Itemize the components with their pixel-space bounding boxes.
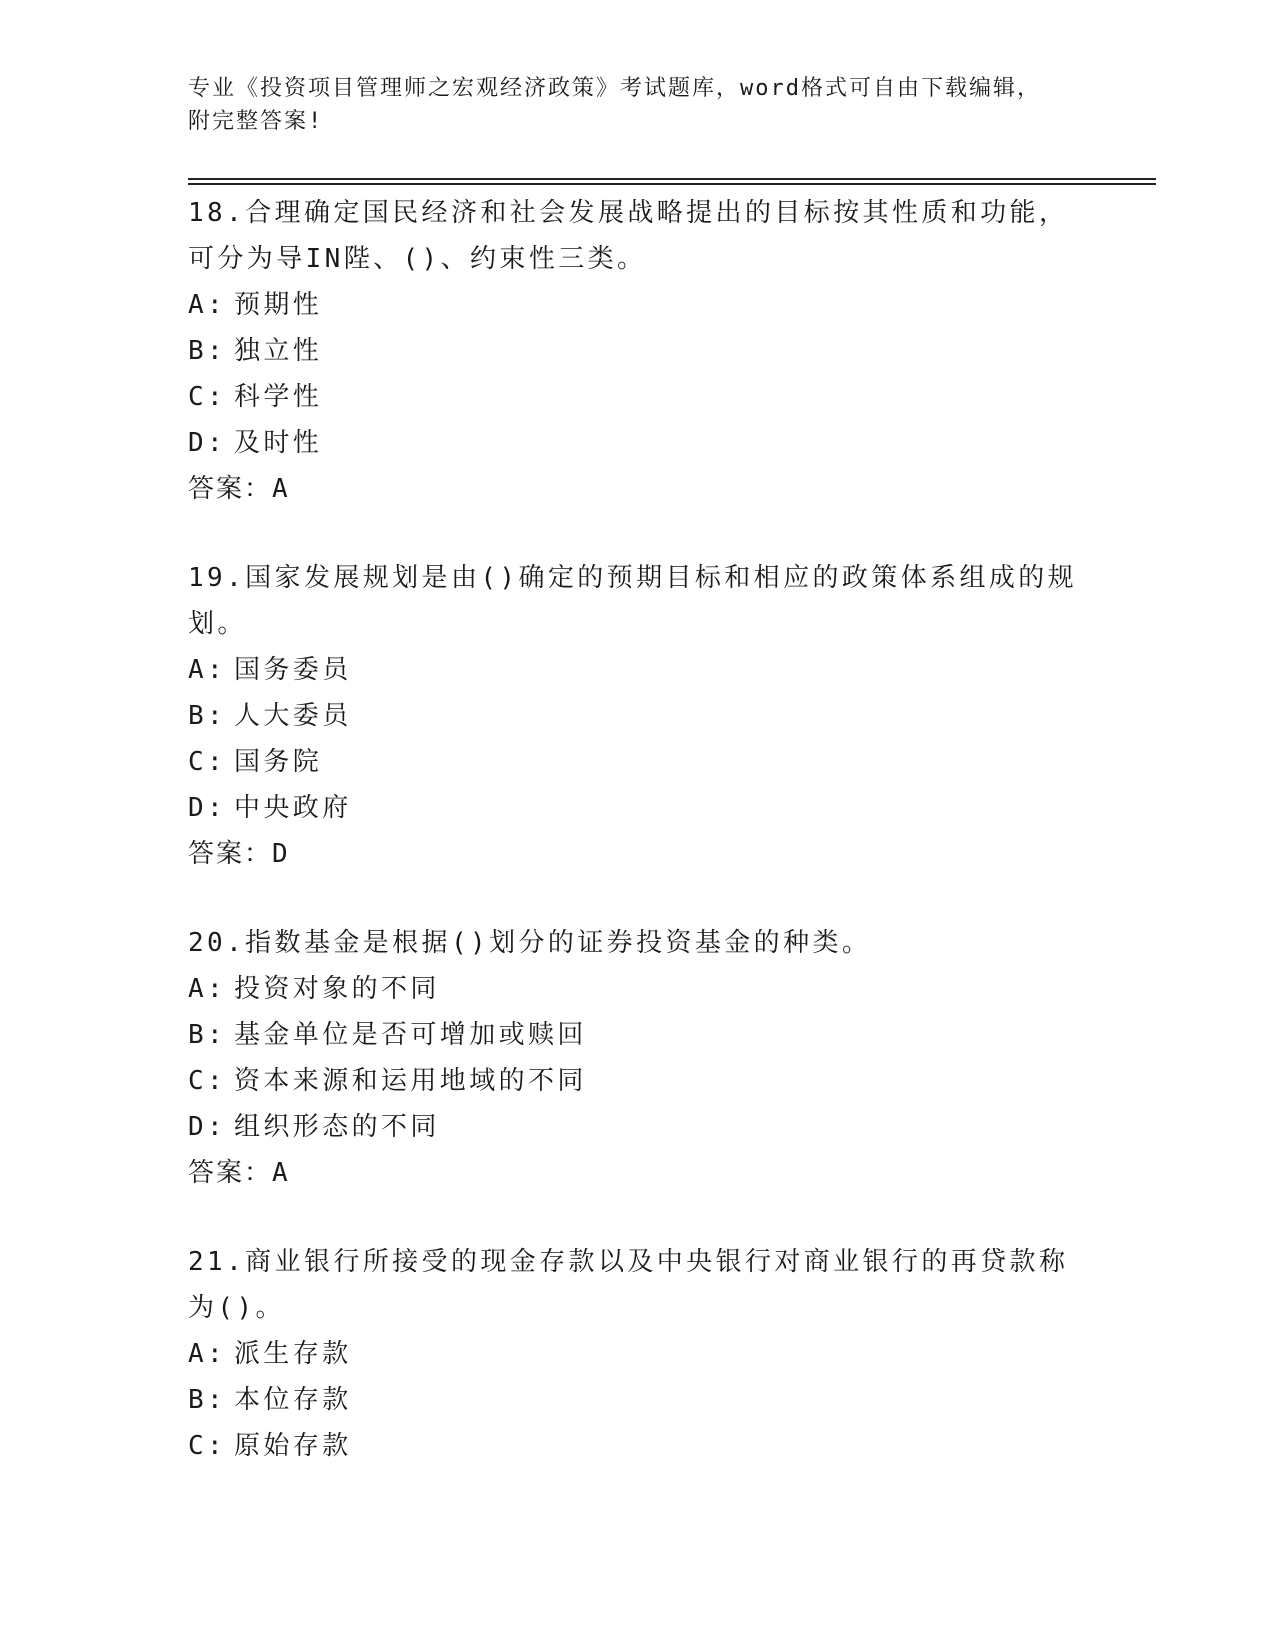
option-text: 科学性 bbox=[234, 382, 323, 412]
option-c bbox=[188, 1423, 1088, 1469]
answer-value: D bbox=[272, 839, 290, 869]
option-d bbox=[188, 1104, 1088, 1150]
option-a bbox=[188, 1331, 1088, 1377]
option-b bbox=[188, 1012, 1088, 1058]
header-divider-bottom bbox=[188, 183, 1156, 185]
question-19 bbox=[188, 555, 1088, 877]
option-letter: B: bbox=[188, 336, 227, 366]
option-letter: C: bbox=[188, 382, 227, 412]
option-letter: B: bbox=[188, 1020, 227, 1050]
question-text: 20.指数基金是根据()划分的证券投资基金的种类。 bbox=[188, 928, 872, 958]
option-letter: C: bbox=[188, 747, 227, 777]
question-text: 21.商业银行所接受的现金存款以及中央银行对商业银行的再贷款称为()。 bbox=[188, 1247, 1069, 1323]
question-text: 18.合理确定国民经济和社会发展战略提出的目标按其性质和功能，可分为导IN陛、()、约束性三类。 bbox=[188, 198, 1069, 274]
option-letter: A: bbox=[188, 655, 227, 685]
option-letter: A: bbox=[188, 1339, 227, 1369]
option-letter: A: bbox=[188, 974, 227, 1004]
answer-line bbox=[188, 466, 1088, 512]
answer-value: A bbox=[272, 1158, 290, 1188]
option-d bbox=[188, 785, 1088, 831]
answer-line bbox=[188, 831, 1088, 877]
option-letter: C: bbox=[188, 1431, 227, 1461]
question-21 bbox=[188, 1239, 1088, 1469]
header-divider-top bbox=[188, 178, 1156, 180]
question-text: 19.国家发展规划是由()确定的预期目标和相应的政策体系组成的规划。 bbox=[188, 563, 1078, 639]
option-text: 中央政府 bbox=[234, 793, 352, 823]
option-letter: A: bbox=[188, 290, 227, 320]
option-letter: B: bbox=[188, 701, 227, 731]
option-letter: D: bbox=[188, 1112, 227, 1142]
answer-label: 答案： bbox=[188, 474, 273, 504]
option-c bbox=[188, 374, 1088, 420]
option-b bbox=[188, 693, 1088, 739]
option-b bbox=[188, 1377, 1088, 1423]
option-text: 人大委员 bbox=[234, 701, 352, 731]
option-a bbox=[188, 966, 1088, 1012]
option-text: 原始存款 bbox=[234, 1431, 352, 1461]
option-c bbox=[188, 739, 1088, 785]
option-a bbox=[188, 282, 1088, 328]
question-20 bbox=[188, 920, 1088, 1196]
option-text: 资本来源和运用地域的不同 bbox=[234, 1066, 587, 1096]
question-18 bbox=[188, 190, 1088, 512]
option-text: 预期性 bbox=[234, 290, 323, 320]
option-text: 派生存款 bbox=[234, 1339, 352, 1369]
header-line-1: 专业《投资项目管理师之宏观经济政策》考试题库，word格式可自由下载编辑， bbox=[188, 76, 1041, 101]
option-text: 及时性 bbox=[234, 428, 323, 458]
option-c bbox=[188, 1058, 1088, 1104]
option-b bbox=[188, 328, 1088, 374]
document-header bbox=[188, 72, 1068, 138]
answer-label: 答案： bbox=[188, 1158, 273, 1188]
option-letter: D: bbox=[188, 793, 227, 823]
option-text: 投资对象的不同 bbox=[234, 974, 440, 1004]
option-text: 国务委员 bbox=[234, 655, 352, 685]
option-text: 国务院 bbox=[234, 747, 323, 777]
option-letter: C: bbox=[188, 1066, 227, 1096]
question-list bbox=[188, 190, 1088, 1512]
option-text: 组织形态的不同 bbox=[234, 1112, 440, 1142]
answer-line bbox=[188, 1150, 1088, 1196]
option-letter: B: bbox=[188, 1385, 227, 1415]
answer-label: 答案： bbox=[188, 839, 273, 869]
option-text: 基金单位是否可增加或赎回 bbox=[234, 1020, 587, 1050]
option-letter: D: bbox=[188, 428, 227, 458]
option-a bbox=[188, 647, 1088, 693]
answer-value: A bbox=[272, 474, 290, 504]
option-text: 独立性 bbox=[234, 336, 323, 366]
option-text: 本位存款 bbox=[234, 1385, 352, 1415]
option-d bbox=[188, 420, 1088, 466]
header-line-2: 附完整答案! bbox=[188, 109, 324, 134]
